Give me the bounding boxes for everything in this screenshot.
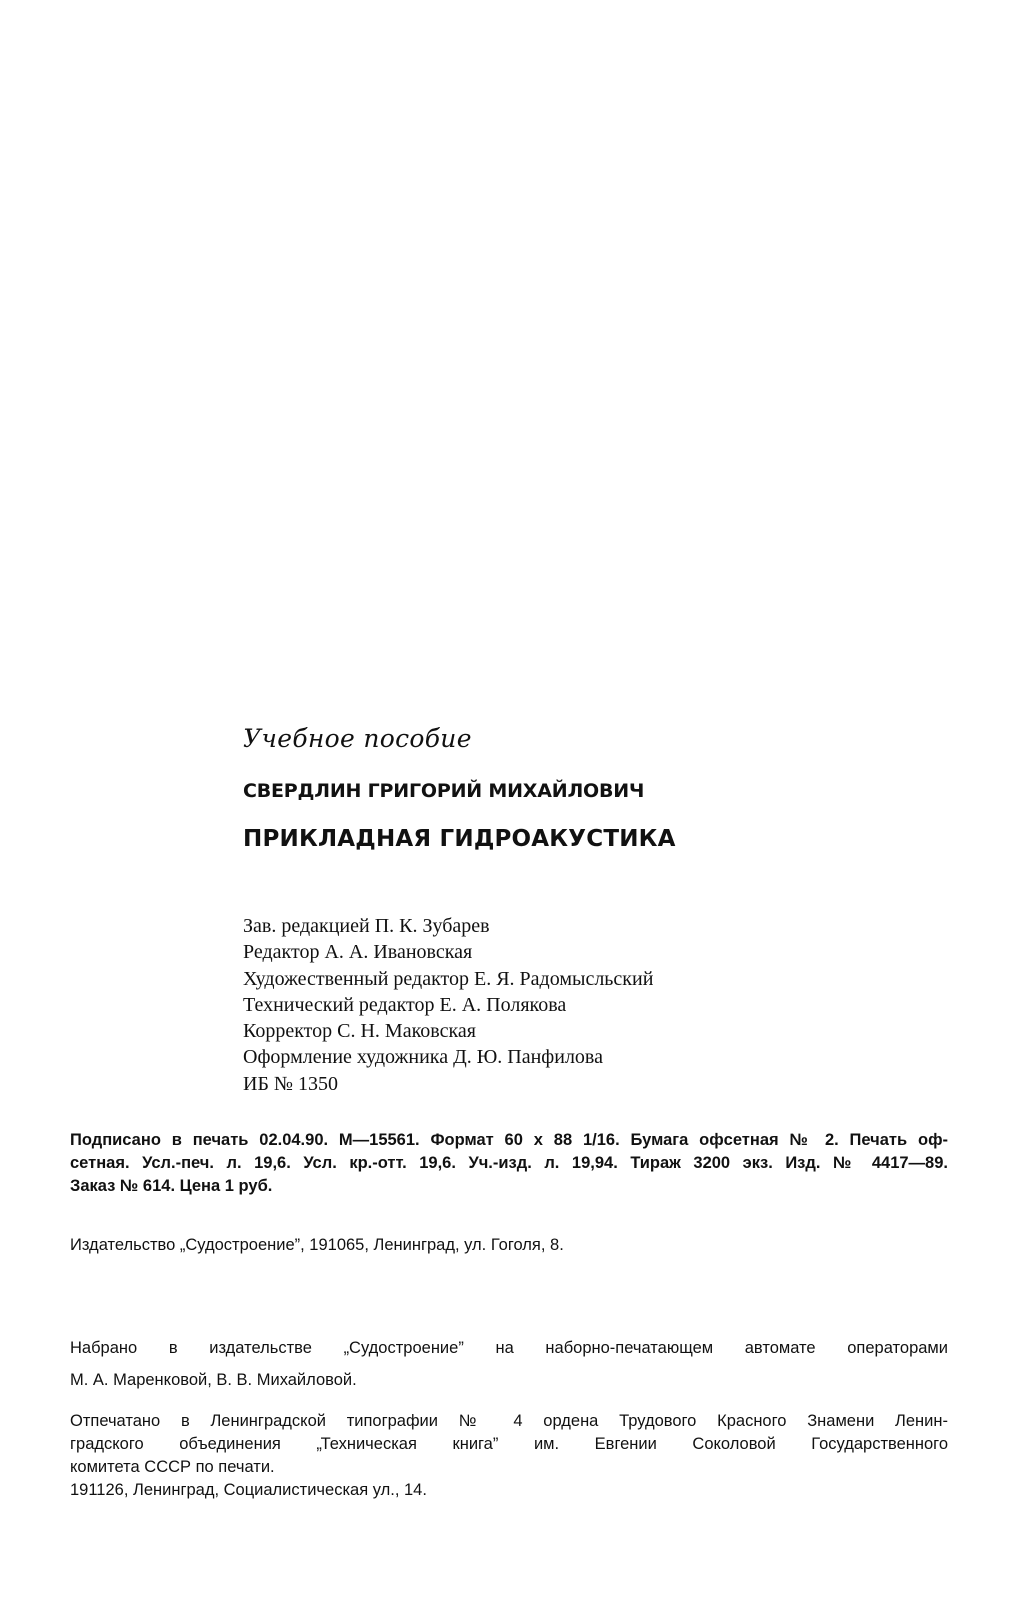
credit-head-of-editorial: Зав. редакцией П. К. Зубарев (243, 915, 490, 937)
credit-editor: Редактор А. А. Ивановская (243, 941, 473, 964)
credit-art-editor: Художественный редактор Е. Я. Радомысльский (243, 967, 654, 990)
printing-house-note (70, 1410, 948, 1502)
print-specifications (70, 1129, 948, 1198)
credit-ib-number: ИБ № 1350 (243, 1072, 339, 1095)
credit-cover-design: Оформление художника Д. Ю. Панфилова (243, 1046, 603, 1069)
print-specs-line: Подписано в печать 02.04.90. М—15561. Формат 60 х 88 1/16. Бумага офсетная № 2. Печать оф- (70, 1131, 948, 1149)
print-specs-line: сетная. Усл.-печ. л. 19,6. Усл. кр.-отт. 19,6. Уч.-изд. л. 19,94. Тираж 3200 экз. Изд. № 4417—89. (70, 1154, 948, 1172)
printing-line: Отпечатано в Ленинградской типографии № 4 ордена Трудового Красного Знамени Ленин- (70, 1412, 948, 1430)
print-specs-line: Заказ № 614. Цена 1 руб. (70, 1177, 273, 1195)
book-genre: Учебное пособие (243, 724, 472, 753)
publisher-line: Издательство „Судостроение”, 191065, Ленинград, ул. Гоголя, 8. (70, 1236, 564, 1254)
credit-technical-editor: Технический редактор Е. А. Полякова (243, 993, 567, 1016)
typeset-line: Набрано в издательстве „Судостроение” на наборно-печатающем автомате операторами (70, 1339, 948, 1357)
editorial-credits (243, 913, 653, 1097)
publisher-address (70, 1234, 948, 1257)
printing-address-line: 191126, Ленинград, Социалистическая ул., 14. (70, 1481, 427, 1499)
typeset-line: М. А. Маренковой, В. В. Михайловой. (70, 1371, 357, 1389)
printing-line: комитета СССР по печати. (70, 1458, 275, 1476)
credit-proofreader: Корректор С. Н. Маковская (243, 1020, 476, 1043)
book-author: СВЕРДЛИН ГРИГОРИЙ МИХАЙЛОВИЧ (243, 780, 645, 802)
typeset-note (70, 1332, 948, 1396)
printing-line: градского объединения „Техническая книга” им. Евгении Соколовой Государственного (70, 1435, 948, 1453)
book-title: ПРИКЛАДНАЯ ГИДРОАКУСТИКА (243, 826, 676, 852)
